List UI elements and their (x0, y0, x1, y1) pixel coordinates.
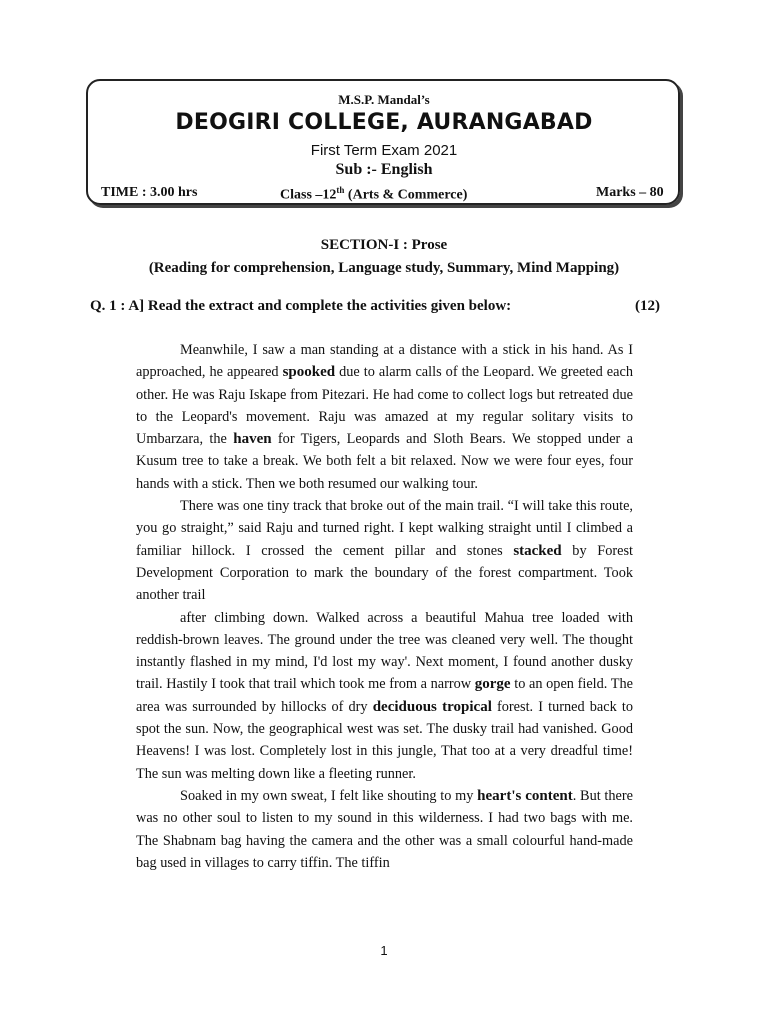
passage (136, 339, 633, 874)
page-number: 1 (380, 943, 388, 958)
question-heading (90, 298, 660, 315)
subject-line: Sub :- English (335, 161, 433, 178)
paragraph: Soaked in my own sweat, I felt like shouting to my heart's content. But there was no other soul to listen to my sound in this wilderness. I had two bags with me. The Shabnam bag having the camera and the other was a small colourful hand-made bag used in villages to carry tiffin. The tiffin (136, 787, 634, 871)
question-marks: (12) (635, 298, 660, 314)
paragraph: after climbing down. Walked across a beautiful Mahua tree loaded with reddish-brown leaves. The ground under the tree was cleaned very well. The thought instantly flashed in my mind, I'd lost my way'. Next moment, I found another dusky trail. Hastily I took that trail which took me from a narrow gorge to an open field. The area was surrounded by hillocks of dry deciduous tropical forest. I turned back to spot the sun. Now, the geographical west was set. The dusky trail had vanished. Good Heavens! I was lost. Completely lost in this jungle, That too at a very dreadful time! The sun was melting down like a fleeting runner. (136, 609, 633, 782)
section-subtitle: (Reading for comprehension, Language study, Summary, Mind Mapping) (148, 260, 620, 276)
question-text: Q. 1 : A] Read the extract and complete the activities given below: (90, 298, 512, 314)
exam-title: First Term Exam 2021 (310, 142, 458, 159)
time-label: TIME : 3.00 hrs (101, 185, 198, 200)
paragraph: There was one tiny track that broke out of the main trail. “I will take this route, you go straight,” said Raju and turned right. I kept walking straight until I climbed a familiar hillock. I crossed the cement pillar and stones stacked by Forest Development Corporation to mark the boundary of the forest compartment. Took another trail (136, 498, 633, 604)
college-title: DEOGIRI COLLEGE, AURANGABAD (175, 110, 593, 135)
paragraph: Meanwhile, I saw a man standing at a distance with a stick in his hand. As I approached, he appeared spooked due to alarm calls of the Leopard. We greeted each other. He was Raju Iskape from Pitezari. He had come to collect logs but retreated due to the Leopard's movement. Raju was amazed at my regular solitary visits to Umbarzara, the haven for Tigers, Leopards and Sloth Bears. We stopped under a Kusum tree to take a break. We both felt a bit relaxed. Now we were four eyes, four hands with a stick. Then we both resumed our walking tour. (136, 342, 634, 492)
section-title: SECTION-I : Prose (320, 237, 448, 253)
mandal-name: M.S.P. Mandal’s (338, 92, 430, 107)
class-label: Class –12th (Arts & Commerce) (280, 185, 468, 203)
marks-label: Marks – 80 (596, 185, 664, 200)
